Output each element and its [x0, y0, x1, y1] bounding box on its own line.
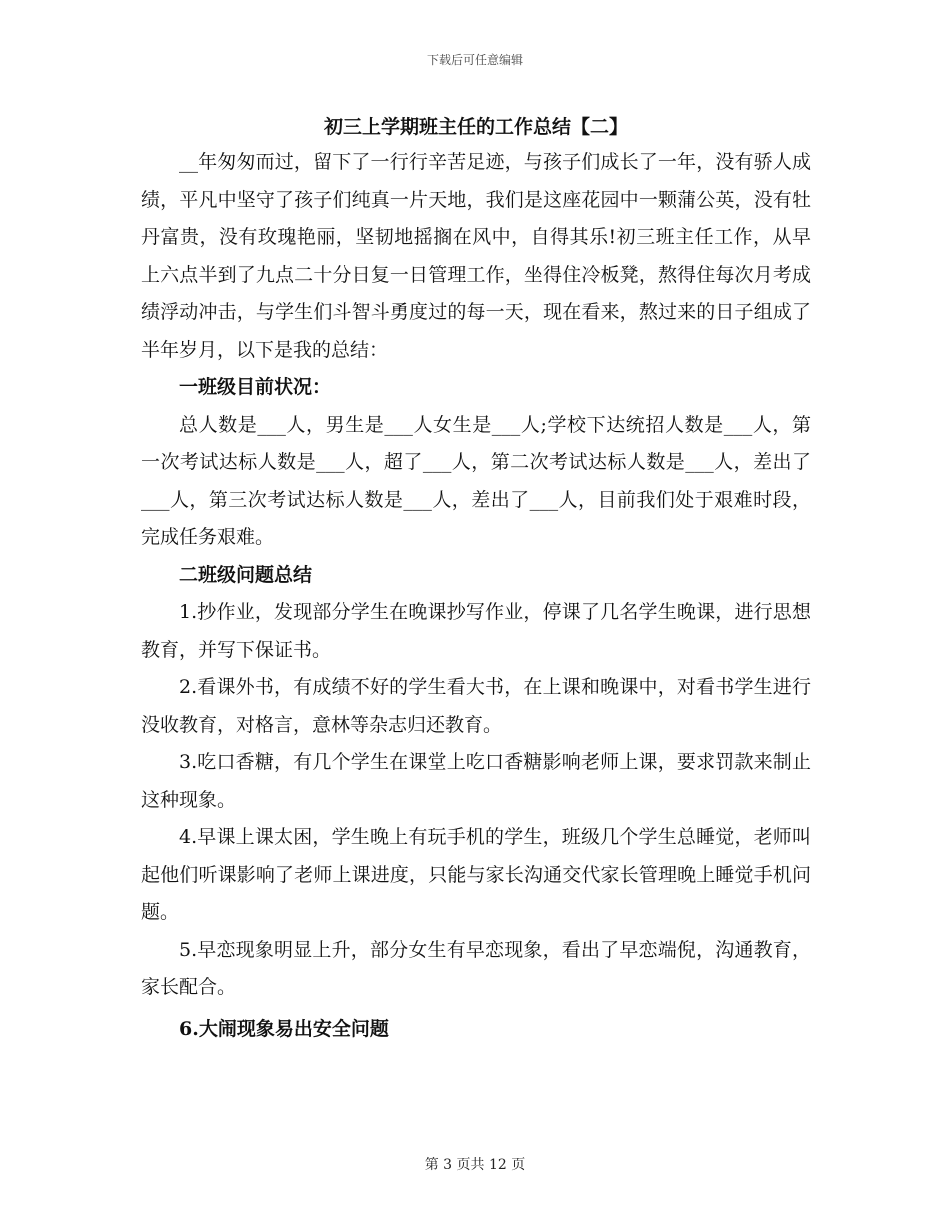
- page-number: 第 3 页共 12 页: [424, 1157, 526, 1173]
- problem-item-3: 3.吃口香糖，有几个学生在课堂上吃口香糖影响老师上课，要求罚款来制止这种现象。: [141, 751, 811, 811]
- problem-item-4: 4.早课上课太困，学生晚上有玩手机的学生，班级几个学生总睡觉，老师叫起他们听课影响了老师上课进度，只能与家长沟通交代家长管理晚上睡觉手机问题。: [141, 826, 811, 923]
- section-heading-class-status: 一班级目前状况：: [179, 376, 332, 398]
- problem-item-2: 2.看课外书，有成绩不好的学生看大书，在上课和晚课中，对看书学生进行没收教育，对格言，意林等杂志归还教育。: [141, 676, 811, 736]
- intro-paragraph: __年匆匆而过，留下了一行行辛苦足迹，与孩子们成长了一年，没有骄人成绩，平凡中坚守了孩子们纯真一片天地，我们是这座花园中一颗蒲公英，没有牡丹富贵，没有玫瑰艳丽，坚韧地摇搁在风中，自得其乐!初三班主任工作，从早上六点半到了九点二十分日复一日管理工作，坐得住冷板凳，熬得住每次月考成绩浮动冲击，与学生们斗智斗勇度过的每一天，现在看来，熬过来的日子组成了半年岁月，以下是我的总结：: [141, 151, 811, 361]
- class-status-paragraph: 总人数是___人，男生是___人女生是___人;学校下达统招人数是___人，第一次考试达标人数是___人，超了___人，第二次考试达标人数是___人，差出了___人，第三次考试达标人数是___人，差出了___人，目前我们处于艰难时段，完成任务艰难。: [141, 413, 811, 548]
- document-title: 初三上学期班主任的工作总结【二】: [323, 116, 628, 138]
- page-header-note: 下载后可任意编辑: [426, 53, 523, 67]
- problem-item-6-heading: 6.大闹现象易出安全问题: [179, 1017, 389, 1040]
- document-body: [141, 110, 811, 1048]
- section-heading-class-problems: 二班级问题总结: [179, 563, 313, 586]
- problem-item-5: 5.早恋现象明显上升，部分女生有早恋现象，看出了早恋端倪，沟通教育，家长配合。: [141, 938, 811, 998]
- problem-item-1: 1.抄作业，发现部分学生在晚课抄写作业，停课了几名学生晚课，进行思想教育，并写下保证书。: [141, 601, 811, 661]
